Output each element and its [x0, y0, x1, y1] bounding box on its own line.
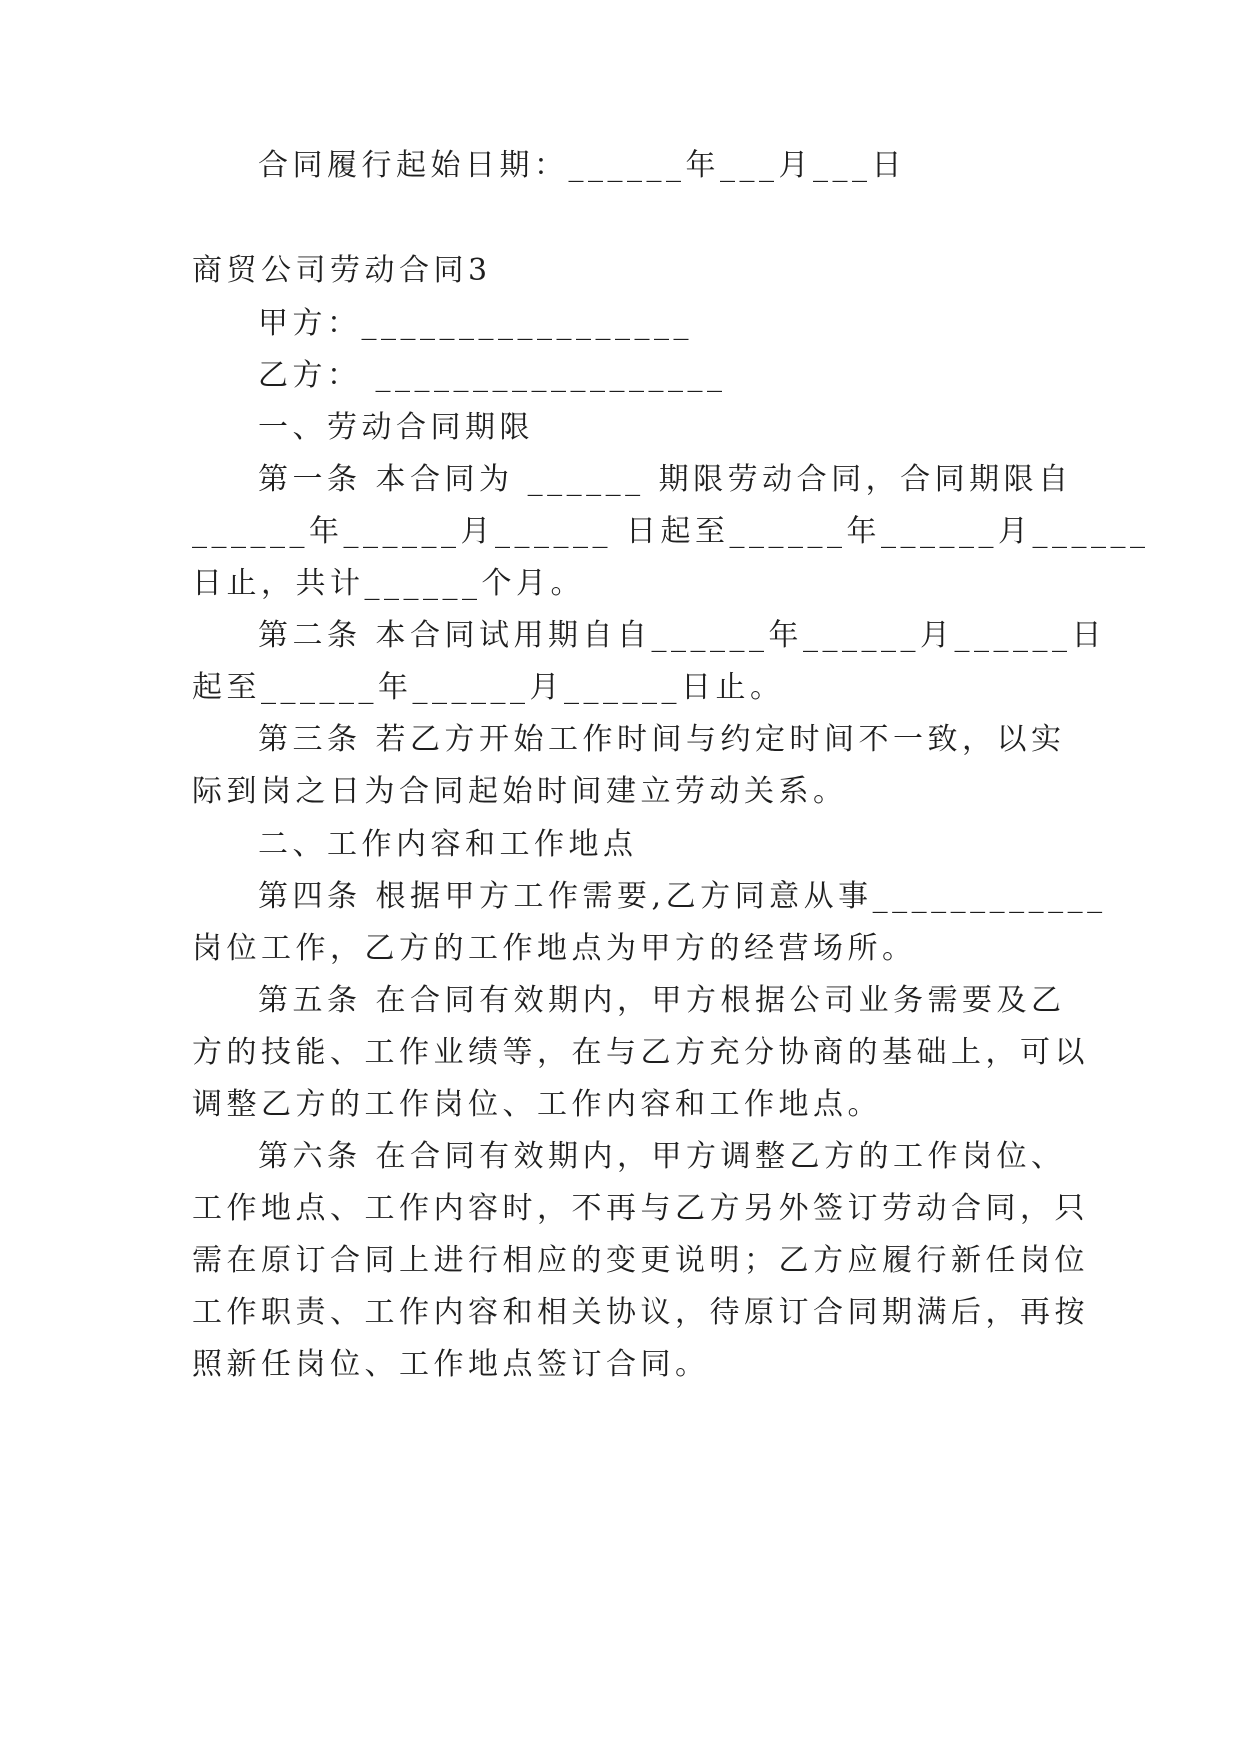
article-5-line-3: 调整乙方的工作岗位、工作内容和工作地点。	[192, 1087, 882, 1122]
article-3-line-2: 际到岗之日为合同起始时间建立劳动关系。	[192, 774, 848, 809]
section-1-heading: 一、劳动合同期限	[258, 410, 534, 445]
article-6-line-4: 工 作 职 责 、 工 作 内 容 和 相 关 协 议 ， 待 原 订 合 同 期 满 后 ， 再 按	[192, 1295, 1089, 1330]
article-1-line-2: _ _ _ _ _ _ 年 _ _ _ _ _ _ 月 _ _ _ _ _ _ 日 起 至 _ _ _ _ _ _ 年 _ _ _ _ _ _ 月 _ _ _ _ _ _	[192, 514, 1150, 549]
article-4-line-2: 岗位工作，乙方的工作地点为甲方的经营场所。	[192, 931, 917, 966]
article-6-line-1: 第 六 条 在 合 同 有 效 期 内 ， 甲 方 调 整 乙 方 的 工 作 岗 位 、	[258, 1139, 1066, 1174]
section-2-heading: 二、工作内容和工作地点	[258, 827, 638, 862]
article-2-line-1: 第 二 条 本 合 同 试 用 期 自 自 _ _ _ _ _ _ 年 _ _ _ _ _ _ 月 _ _ _ _ _ _ 日	[258, 618, 1107, 653]
article-1-line-3: 日止，共计______个月。	[192, 566, 585, 601]
start-date-line: 合同履行起始日期：______年___月___日	[258, 148, 906, 183]
article-6-line-3: 需 在 原 订 合 同 上 进 行 相 应 的 变 更 说 明 ； 乙 方 应 履 行 新 任 岗 位	[192, 1243, 1089, 1278]
article-1-line-1: 第 一 条 本 合 同 为 _ _ _ _ _ _ 期 限 劳 动 合 同 ， 合 同 期 限 自	[258, 462, 1073, 497]
article-4-line-1: 第 四 条 根 据 甲 方 工 作 需 要 , 乙 方 同 意 从 事 _ _ _ _ _ _ _ _ _ _ _ _	[258, 879, 1107, 914]
party-a-line: 甲方：_________________	[258, 306, 693, 341]
article-3-line-1: 第 三 条 若 乙 方 开 始 工 作 时 间 与 约 定 时 间 不 一 致 ， 以 实	[258, 722, 1066, 757]
article-5-line-2: 方 的 技 能 、 工 作 业 绩 等 ， 在 与 乙 方 充 分 协 商 的 基 础 上 ， 可 以	[192, 1035, 1089, 1070]
article-2-line-2: 起至______年______月______日止。	[192, 670, 785, 705]
article-5-line-1: 第 五 条 在 合 同 有 效 期 内 ， 甲 方 根 据 公 司 业 务 需 要 及 乙	[258, 983, 1066, 1018]
party-b-line: 乙方： __________________	[258, 358, 727, 393]
document-title: 商贸公司劳动合同3	[192, 253, 492, 288]
article-6-line-2: 工 作 地 点 、 工 作 内 容 时 ， 不 再 与 乙 方 另 外 签 订 劳 动 合 同 ， 只	[192, 1191, 1089, 1226]
article-6-line-5: 照新任岗位、工作地点签订合同。	[192, 1347, 710, 1382]
